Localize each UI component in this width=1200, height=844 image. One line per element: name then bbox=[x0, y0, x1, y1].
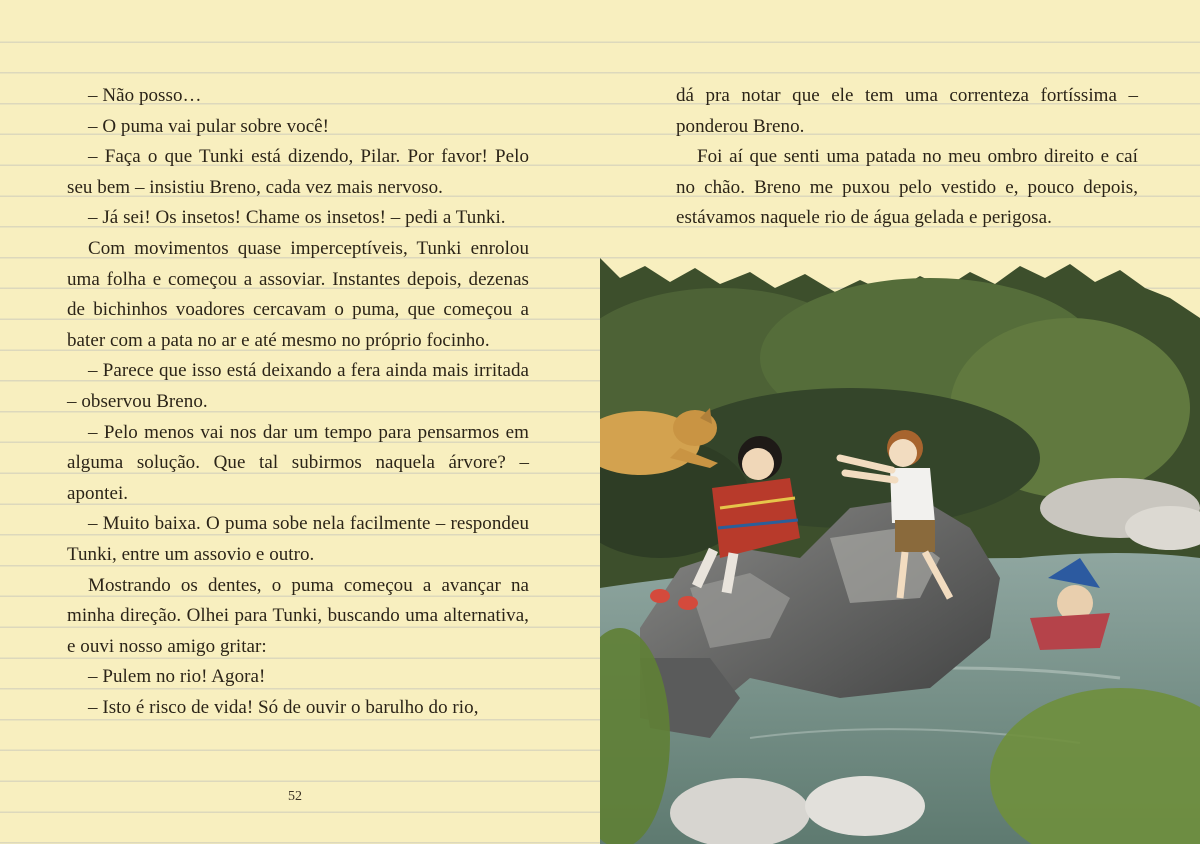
river-scene-illustration bbox=[600, 258, 1200, 844]
paragraph: – Muito baixa. O puma sobe nela facilmente – respondeu Tunki, entre um assovio e outro. bbox=[67, 513, 529, 565]
page-number: 52 bbox=[288, 789, 302, 804]
paragraph: – Pelo menos vai nos dar um tempo para pensarmos em alguma solução. Que tal subirmos naquela árvore? – apontei. bbox=[67, 421, 529, 504]
paragraph: – Pulem no rio! Agora! bbox=[88, 666, 266, 688]
paragraph: – Faça o que Tunki está dizendo, Pilar. Por favor! Pelo seu bem – insistiu Breno, cada vez mais nervoso. bbox=[67, 146, 529, 198]
illustration-art bbox=[600, 258, 1200, 844]
foreground-rock bbox=[805, 776, 925, 836]
puma-figure bbox=[600, 408, 718, 475]
paragraph: – Parece que isso está deixando a fera ainda mais irritada – observou Breno. bbox=[67, 360, 529, 412]
paragraph: Com movimentos quase imperceptíveis, Tunki enrolou uma folha e começou a assoviar. Instantes depois, dezenas de bichinhos voadores cercavam o puma, que começou a bater com a pata no ar e até mesmo no próprio focinho. bbox=[67, 237, 529, 351]
paragraph: – Já sei! Os insetos! Chame os insetos! – pedi a Tunki. bbox=[88, 207, 506, 229]
paragraph: Mostrando os dentes, o puma começou a avançar na minha direção. Olhei para Tunki, buscando uma alternativa, e ouvi nosso amigo gritar: bbox=[67, 574, 529, 657]
paragraph: – O puma vai pular sobre você! bbox=[88, 115, 330, 137]
paragraph: dá pra notar que ele tem uma correnteza fortíssima – ponderou Breno. bbox=[676, 85, 1138, 137]
right-page-text bbox=[676, 81, 1138, 234]
paragraph: – Isto é risco de vida! Só de ouvir o barulho do rio, bbox=[88, 696, 479, 718]
left-page-text bbox=[67, 81, 529, 723]
paragraph: – Não posso… bbox=[88, 85, 202, 106]
paragraph: Foi aí que senti uma patada no meu ombro direito e caí no chão. Breno me puxou pelo vestido e, pouco depois, estávamos naquele rio de água gelada e perigosa. bbox=[676, 146, 1138, 229]
